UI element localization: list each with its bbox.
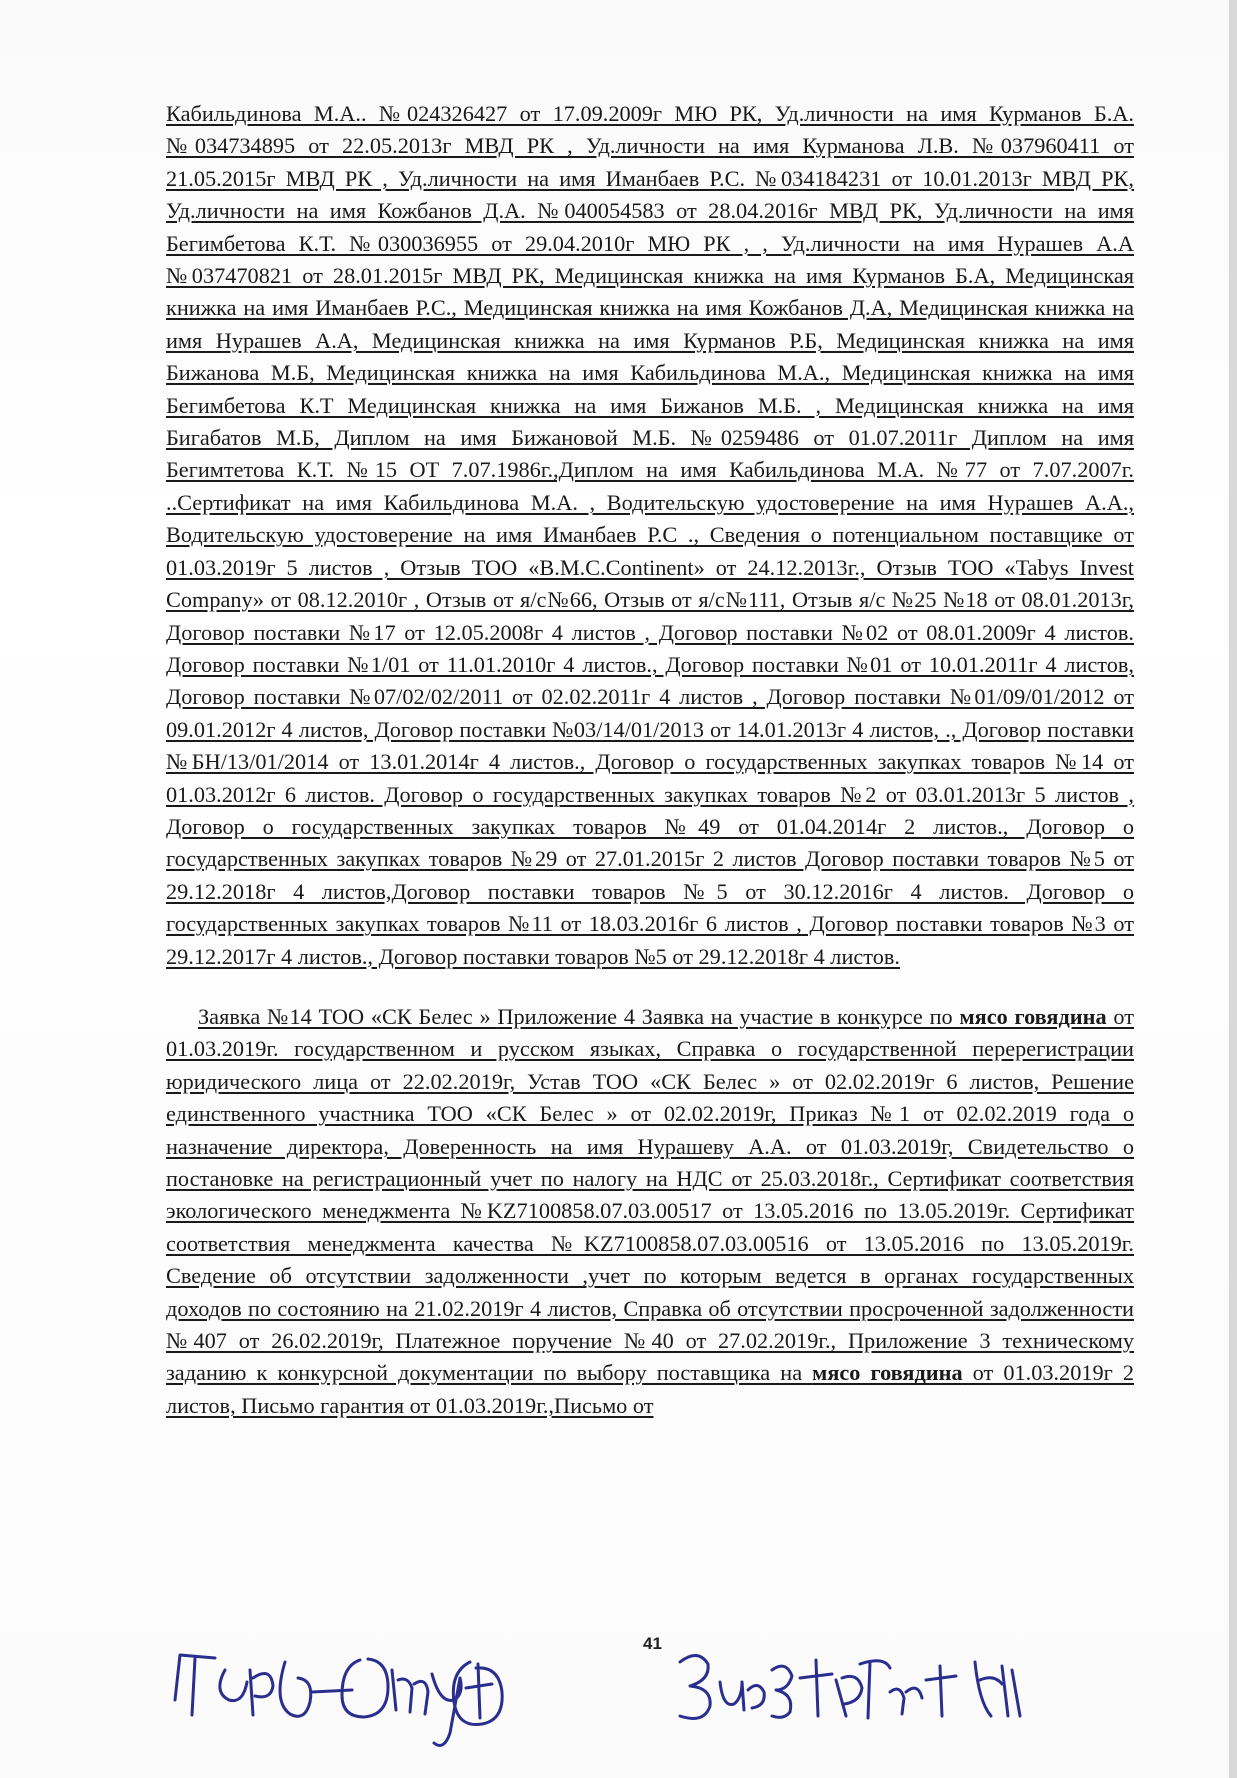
- body-text: [166, 98, 1134, 1422]
- application-text-b: от 01.03.2019г. государственном и русском языках, Справка о государственной перерегистрации юридического лица от 22.02.2019г, Устав ТОО «СК Белес » от 02.02.2019г 6 листов, Решение единственного участника ТОО «СК Белес » от 02.02.2019г, Приказ №1 от 02.02.2019 года о назначение директора, Доверенность на имя Нурашеву А.А. от 01.03.2019г, Свидетельство о постановке на регистрационный учет по налогу на НДС от 25.03.2018г., Сертификат соответствия экологического менеджмента №KZ7100858.07.03.00517 от 13.05.2016 по 13.05.2019г. Сертификат соответствия менеджмента качества №KZ7100858.07.03.00516 от 13.05.2016 по 13.05.2019г. Сведение об отсутствии задолженности ,учет по которым ведется в органах государственных доходов по состоянию на 21.02.2019г 4 листов, Справка об отсутствии просроченной задолженности №407 от 26.02.2019г, Платежное поручение №40 от 27.02.2019г., Приложение 3 техническому заданию к конкурсной документации по выбору поставщика на: [166, 1003, 1134, 1386]
- application-lead: Заявка №14 ТОО «СК Белес »: [198, 1003, 498, 1029]
- application-text-c: от 01.03.2019г 2 листов, Письмо гарантия от 01.03.2019г.,Письмо от: [166, 1360, 1135, 1418]
- signatures: [0, 1600, 1237, 1778]
- application-text-a: Приложение 4 Заявка на участие в конкурсе по: [497, 1003, 960, 1029]
- page-number: 41: [643, 1634, 662, 1653]
- signature-right: [680, 1655, 1020, 1718]
- signature-left: [175, 1655, 502, 1745]
- product-name-bold-2: мясо говядина: [812, 1360, 963, 1386]
- product-name-bold: мясо говядина: [959, 1003, 1107, 1029]
- paragraph-document-list: Кабильдинова М.А.. №024326427 от 17.09.2009г МЮ РК, Уд.личности на имя Курманов Б.А. №034734895 от 22.05.2013г МВД РК , Уд.личности на имя Курманова Л.В. №037960411 от 21.05.2015г МВД РК , Уд.личности на имя Иманбаев Р.С. №034184231 от 10.01.2013г МВД РК, Уд.личности на имя Кожбанов Д.А. №040054583 от 28.04.2016г МВД РК, Уд.личности на имя Бегимбетова К.Т. №030036955 от 29.04.2010г МЮ РК , , Уд.личности на имя Нурашев А.А №037470821 от 28.01.2015г МВД РК, Медицинская книжка на имя Курманов Б.А, Медицинская книжка на имя Иманбаев Р.С., Медицинская книжка на имя Кожбанов Д.А, Медицинская книжка на имя Нурашев А.А, Медицинская книжка на имя Курманов Р.Б, Медицинская книжка на имя Бижанова М.Б, Медицинская книжка на имя Кабильдинова М.А., Медицинская книжка на имя Бегимбетова К.Т Медицинская книжка на имя Бижанов М.Б. , Медицинская книжка на имя Бигабатов М.Б, Диплом на имя Бижановой М.Б. №0259486 от 01.07.2011г Диплом на имя Бегимтетова К.Т. №15 ОТ 7.07.1986г.,Диплом на имя Кабильдинова М.А. №77 от 7.07.2007г. ..Сертификат на имя Кабильдинова М.А. , Водительскую удостоверение на имя Нурашев А.А., Водительскую удостоверение на имя Иманбаев Р.С ., Сведения о потенциальном поставщике от 01.03.2019г 5 листов , Отзыв ТОО «B.M.C.Continent» от 24.12.2013г., Отзыв ТОО «Tabys Invest Company» от 08.12.2010г , Отзыв от я/с№66, Отзыв от я/с№111, Отзыв я/с №25 №18 от 08.01.2013г, Договор поставки №17 от 12.05.2008г 4 листов , Договор поставки №02 от 08.01.2009г 4 листов. Договор поставки №1/01 от 11.01.2010г 4 листов., Договор поставки №01 от 10.01.2011г 4 листов, Договор поставки №07/02/02/2011 от 02.02.2011г 4 листов , Договор поставки №01/09/01/2012 от 09.01.2012г 4 листов, Договор поставки №03/14/01/2013 от 14.01.2013г 4 листов, ., Договор поставки №БН/13/01/2014 от 13.01.2014г 4 листов., Договор о государственных закупках товаров №14 от 01.03.2012г 6 листов. Договор о государственных закупках товаров №2 от 03.01.2013г 5 листов , Договор о государственных закупках товаров №49 от 01.04.2014г 2 листов., Договор о государственных закупках товаров №29 от 27.01.2015г 2 листов Договор поставки товаров №5 от 29.12.2018г 4 листов,Договор поставки товаров №5 от 30.12.2016г 4 листов. Договор о государственных закупках товаров №11 от 18.03.2016г 6 листов , Договор поставки товаров №3 от 29.12.2017г 4 листов., Договор поставки товаров №5 от 29.12.2018г 4 листов.: [166, 101, 1134, 969]
- paragraph-application-14: [166, 1001, 1134, 1422]
